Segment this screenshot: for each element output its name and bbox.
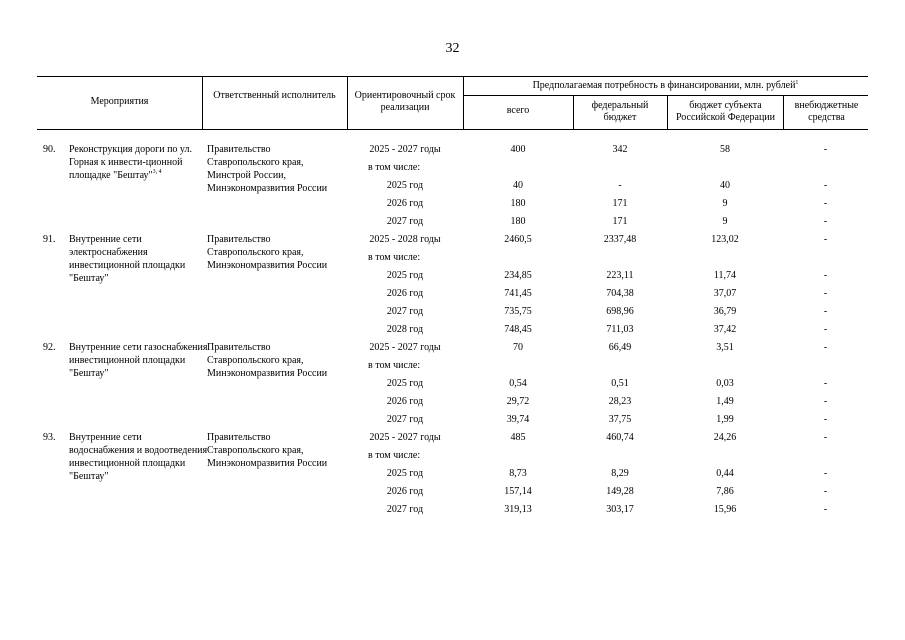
row-title-text: Реконструкция дороги по ул. Горная к инвести-ционной площадке "Бештау" — [69, 144, 192, 181]
row-extra: - — [823, 342, 828, 353]
header-term: Ориентировочный срок реализации — [354, 90, 456, 113]
header-divider-6 — [783, 95, 784, 129]
row-term: в том числе: — [368, 252, 421, 263]
row-extra: - — [823, 288, 828, 299]
row-term: в том числе: — [368, 162, 421, 173]
row-term: 2025 год — [386, 270, 424, 281]
row-term: 2025 - 2027 годы — [369, 432, 441, 443]
row-executor: Правительство Ставропольского края, Минстрой России, Минэкономразвития России — [207, 144, 328, 194]
row-federal: 2337,48 — [603, 234, 637, 245]
row-extra: - — [823, 180, 828, 191]
row-term: в том числе: — [368, 450, 421, 461]
header-events: Мероприятия — [90, 96, 149, 107]
row-term: 2027 год — [386, 306, 424, 317]
row-federal: - — [618, 180, 622, 191]
row-federal: 8,29 — [611, 468, 629, 479]
row-term: 2026 год — [386, 396, 424, 407]
row-term: 2027 год — [386, 504, 424, 515]
row-total: 748,45 — [504, 324, 532, 335]
row-term: 2025 год — [386, 180, 424, 191]
row-total: 2460,5 — [504, 234, 532, 245]
row-total: 0,54 — [509, 378, 527, 389]
row-subject: 24,26 — [713, 432, 737, 443]
row-extra: - — [823, 198, 828, 209]
row-executor: Правительство Ставропольского края, Минэкономразвития России — [207, 432, 328, 469]
row-extra: - — [823, 144, 828, 155]
row-total: 157,14 — [504, 486, 532, 497]
row-subject: 11,74 — [713, 270, 737, 281]
header-extra: внебюджетные средства — [794, 100, 859, 123]
header-subject: бюджет субъекта Российской Федерации — [675, 100, 775, 123]
row-extra: - — [823, 414, 828, 425]
row-term: 2025 - 2028 годы — [369, 234, 441, 245]
row-subject: 15,96 — [713, 504, 737, 515]
row-executor: Правительство Ставропольского края, Минэкономразвития России — [207, 234, 328, 271]
row-extra: - — [823, 306, 828, 317]
row-number: 90. — [43, 144, 56, 155]
row-federal: 704,38 — [606, 288, 634, 299]
row-title — [69, 143, 209, 182]
row-term: 2025 год — [386, 468, 424, 479]
row-title-sup: 3, 4 — [152, 169, 162, 175]
funding-group-rule — [463, 95, 868, 96]
row-title: Внутренние сети газоснабжения инвестиционной площадки "Бештау" — [69, 342, 208, 379]
row-term: 2027 год — [386, 414, 424, 425]
row-federal: 223,11 — [606, 270, 634, 281]
row-total: 8,73 — [509, 468, 527, 479]
row-extra: - — [823, 378, 828, 389]
row-term: в том числе: — [368, 360, 421, 371]
row-total: 234,85 — [504, 270, 532, 281]
row-term: 2026 год — [386, 198, 424, 209]
header-executor: Ответственный исполнитель — [213, 90, 336, 101]
row-subject: 40 — [720, 180, 730, 191]
row-subject: 58 — [720, 144, 730, 155]
row-subject: 37,42 — [713, 324, 737, 335]
row-term: 2025 - 2027 годы — [369, 144, 441, 155]
row-federal: 342 — [612, 144, 628, 155]
row-extra: - — [823, 270, 828, 281]
row-subject: 0,44 — [716, 468, 734, 479]
row-extra: - — [823, 432, 828, 443]
row-term: 2025 - 2027 годы — [369, 342, 441, 353]
header-funding-group-sup: 1 — [795, 80, 799, 86]
row-subject: 0,03 — [716, 378, 734, 389]
header-funding-group — [463, 80, 868, 92]
row-extra: - — [823, 216, 828, 227]
row-subject: 9 — [722, 198, 728, 209]
row-total: 40 — [513, 180, 523, 191]
row-total: 319,13 — [504, 504, 532, 515]
row-extra: - — [823, 504, 828, 515]
header-divider-1 — [202, 76, 203, 129]
row-subject: 37,07 — [713, 288, 737, 299]
row-term: 2027 год — [386, 216, 424, 227]
row-federal: 460,74 — [606, 432, 634, 443]
row-federal: 303,17 — [606, 504, 634, 515]
row-term: 2028 год — [386, 324, 424, 335]
row-federal: 698,96 — [606, 306, 634, 317]
row-subject: 1,49 — [716, 396, 734, 407]
header-bottom-rule — [37, 129, 868, 130]
header-divider-4 — [573, 95, 574, 129]
row-federal: 28,23 — [608, 396, 632, 407]
row-total: 741,45 — [504, 288, 532, 299]
row-extra: - — [823, 396, 828, 407]
row-extra: - — [823, 468, 828, 479]
row-federal: 171 — [612, 198, 628, 209]
row-subject: 36,79 — [713, 306, 737, 317]
row-federal: 149,28 — [606, 486, 634, 497]
row-title: Внутренние сети электроснабжения инвестиционной площадки "Бештау" — [69, 234, 186, 284]
row-subject: 3,51 — [716, 342, 734, 353]
row-number: 93. — [43, 432, 56, 443]
table-top-rule — [37, 76, 868, 77]
header-total: всего — [506, 105, 530, 116]
row-federal: 66,49 — [608, 342, 632, 353]
row-subject: 123,02 — [711, 234, 739, 245]
row-total: 485 — [510, 432, 526, 443]
row-term: 2026 год — [386, 288, 424, 299]
header-divider-2 — [347, 76, 348, 129]
row-total: 180 — [510, 198, 526, 209]
row-title: Внутренние сети водоснабжения и водоотведения инвестиционной площадки "Бештау" — [69, 432, 208, 482]
row-total: 39,74 — [506, 414, 530, 425]
row-executor: Правительство Ставропольского края, Минэкономразвития России — [207, 342, 328, 379]
row-term: 2025 год — [386, 378, 424, 389]
row-total: 180 — [510, 216, 526, 227]
row-number: 92. — [43, 342, 56, 353]
row-total: 400 — [510, 144, 526, 155]
header-divider-5 — [667, 95, 668, 129]
row-total: 70 — [513, 342, 523, 353]
row-subject: 9 — [722, 216, 728, 227]
page-number: 32 — [445, 41, 460, 56]
header-funding-group-text: Предполагаемая потребность в финансировании, млн. рублей — [532, 80, 796, 91]
row-total: 29,72 — [506, 396, 530, 407]
header-federal: федеральный бюджет — [591, 100, 649, 123]
row-extra: - — [823, 486, 828, 497]
row-extra: - — [823, 324, 828, 335]
row-federal: 171 — [612, 216, 628, 227]
row-federal: 37,75 — [608, 414, 632, 425]
row-total: 735,75 — [504, 306, 532, 317]
row-extra: - — [823, 234, 828, 245]
row-federal: 0,51 — [611, 378, 629, 389]
row-term: 2026 год — [386, 486, 424, 497]
row-subject: 1,99 — [716, 414, 734, 425]
row-federal: 711,03 — [606, 324, 634, 335]
row-number: 91. — [43, 234, 56, 245]
row-subject: 7,86 — [716, 486, 734, 497]
